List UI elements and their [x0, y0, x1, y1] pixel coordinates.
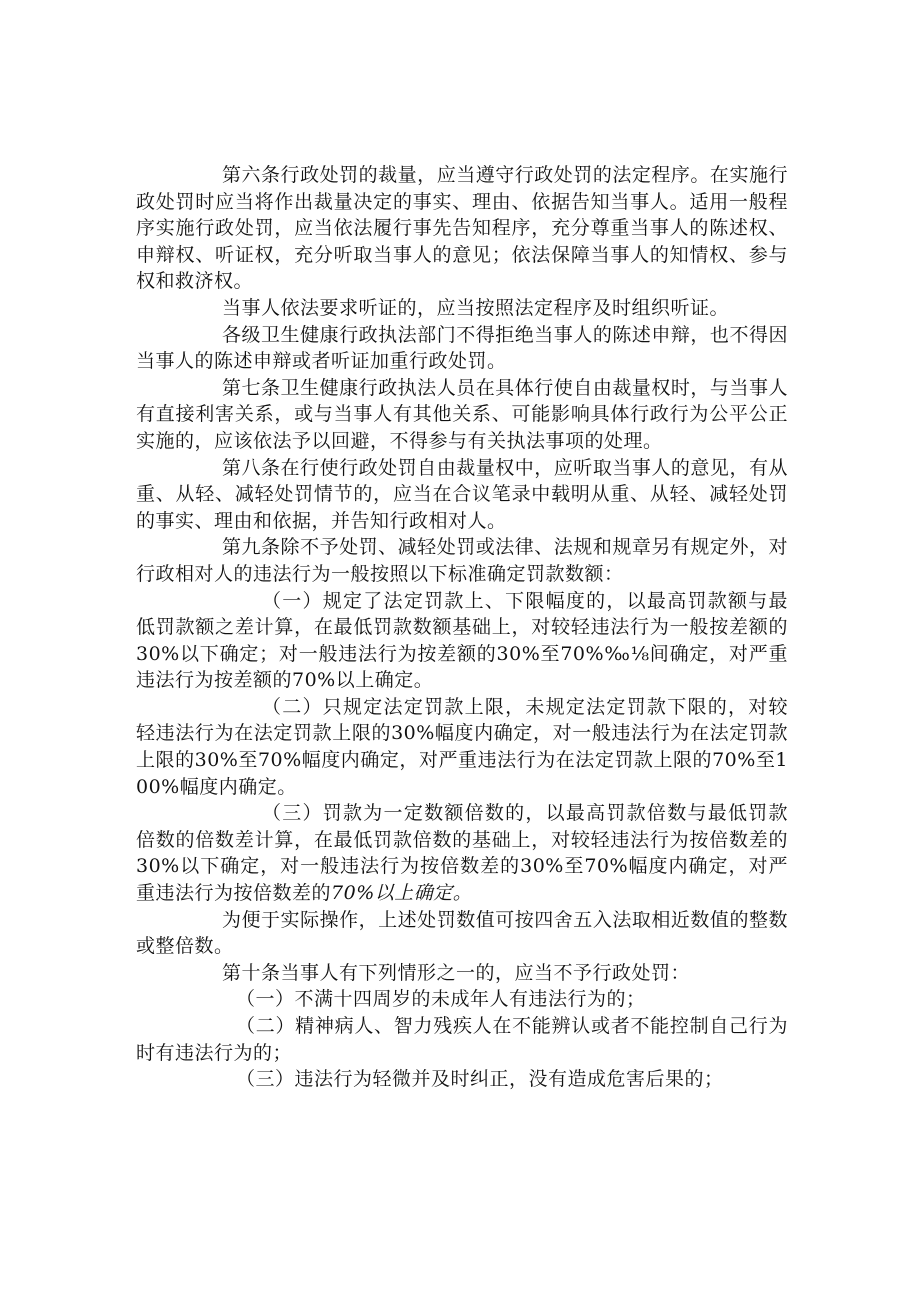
paragraph-article-8: 第八条在行使行政处罚自由裁量权中，应听取当事人的意见，有从重、从轻、减轻处罚情节的，应当在合议笔录中载明从重、从轻、减轻处罚的事实、理由和依据，并告知行政相对人。: [136, 456, 788, 532]
paragraph-article-9: 第九条除不予处罚、减轻处罚或法律、法规和规章另有规定外，对行政相对人的违法行为一般按照以下标准确定罚款数额：: [136, 536, 788, 585]
paragraph-item-3-italic-tail: 70%以上确定。: [331, 882, 473, 905]
paragraph-article-6: 第六条行政处罚的裁量，应当遵守行政处罚的法定程序。在实施行政处罚时应当将作出裁量决定的事实、理由、依据告知当事人。适用一般程序实施行政处罚，应当依法履行事先告知程序，充分尊重当事人的陈述权、申辩权、听证权，充分听取当事人的意见；依法保障当事人的知情权、参与权和救济权。: [136, 164, 788, 293]
paragraph-item-3-text: （三）罚款为一定数额倍数的，以最高罚款倍数与最低罚款倍数的倍数差计算，在最低罚款倍数的基础上，对较轻违法行为按倍数差的30%以下确定，对一般违法行为按倍数差的30%至70%幅度内确定，对严重违法行为按倍数差的: [136, 802, 788, 905]
paragraph-item-2: （二）只规定法定罚款上限，未规定法定罚款下限的，对较轻违法行为在法定罚款上限的30%幅度内确定，对一般违法行为在法定罚款上限的30%至70%幅度内确定，对严重违法行为在法定罚款上限的70%至100%幅度内确定。: [136, 695, 788, 798]
paragraph-no-refusal: 各级卫生健康行政执法部门不得拒绝当事人的陈述申辩，也不得因当事人的陈述申辩或者听证加重行政处罚。: [136, 323, 788, 373]
paragraph-case-1: （一）不满十四周岁的未成年人有违法行为的；: [236, 988, 646, 1011]
paragraph-case-2: （二）精神病人、智力残疾人在不能辨认或者不能控制自己行为时有违法行为的；: [136, 1015, 788, 1064]
paragraph-item-3: [136, 800, 788, 906]
paragraph-item-1: （一）规定了法定罚款上、下限幅度的，以最高罚款额与最低罚款额之差计算，在最低罚款数额基础上，对较轻违法行为一般按差额的30%以下确定；对一般违法行为按差额的30%至70%‰⅛间确定，对严重违法行为按差额的70%以上确定。: [136, 589, 788, 692]
document-body: [136, 162, 788, 1093]
paragraph-case-3: （三）违法行为轻微并及时纠正，没有造成危害后果的；: [236, 1068, 724, 1091]
paragraph-hearing: 当事人依法要求听证的，应当按照法定程序及时组织听证。: [222, 296, 730, 319]
paragraph-article-10: 第十条当事人有下列情形之一的，应当不予行政处罚：: [222, 961, 691, 984]
paragraph-rounding: 为便于实际操作，上述处罚数值可按四舍五入法取相近数值的整数或整倍数。: [136, 908, 788, 958]
paragraph-article-7: 第七条卫生健康行政执法人员在具体行使自由裁量权时，与当事人有直接利害关系，或与当事人有其他关系、可能影响具体行政行为公平公正实施的，应该依法予以回避，不得参与有关执法事项的处理。: [136, 376, 788, 452]
